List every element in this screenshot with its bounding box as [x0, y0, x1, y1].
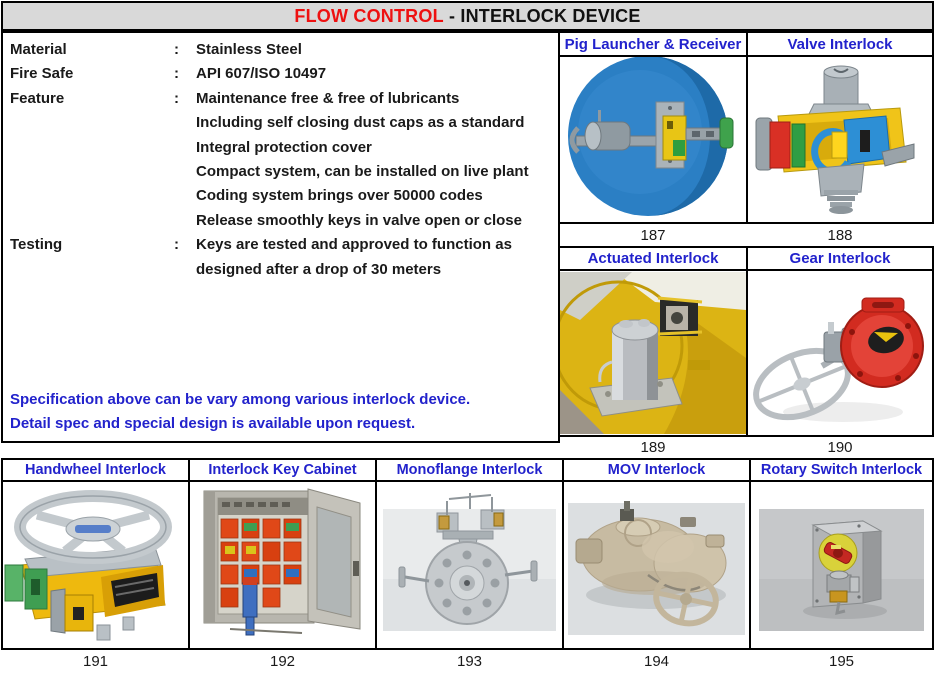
handwheel-interlock-illustration [3, 482, 188, 648]
spec-colon: : [174, 41, 179, 58]
spec-value: designed after a drop of 30 meters [196, 260, 442, 278]
product-number: 195 [828, 653, 855, 670]
product-title: Valve Interlock [746, 31, 934, 57]
spec-row-firesafe [10, 62, 552, 86]
pig-launcher-receiver-illustration [560, 57, 746, 222]
product-block-pig-launcher [558, 31, 748, 246]
spec-row-testing [10, 233, 552, 282]
actuated-interlock-photo [558, 271, 748, 437]
gear-interlock-illustration [748, 271, 932, 435]
page-title-rest: - INTERLOCK DEVICE [443, 5, 641, 26]
product-title: Handwheel Interlock [1, 458, 190, 482]
spec-value: Release smoothly keys in valve open or close [196, 211, 522, 229]
spec-note-line: Detail spec and special design is available upon request. [10, 415, 416, 432]
product-number: 189 [640, 439, 666, 456]
spec-panel [1, 31, 560, 443]
product-block-handwheel-interlock [1, 458, 190, 673]
pig-launcher-receiver-photo [558, 57, 748, 224]
product-block-key-cabinet [188, 458, 377, 673]
handwheel-interlock-photo [1, 482, 190, 650]
spec-value: Stainless Steel [196, 41, 302, 58]
spec-label: Material [10, 41, 67, 58]
product-number: 187 [640, 226, 666, 244]
spec-value: Including self closing dust caps as a standard [196, 114, 525, 132]
spec-colon: : [174, 89, 179, 107]
product-block-valve-interlock [746, 31, 934, 246]
spec-label: Testing [10, 236, 63, 254]
valve-interlock-illustration [748, 57, 932, 222]
product-title: Gear Interlock [746, 246, 934, 271]
spec-value: Integral protection cover [196, 138, 372, 156]
valve-interlock-photo [746, 57, 934, 224]
monoflange-interlock-illustration [377, 482, 562, 648]
product-block-gear-interlock [746, 246, 934, 458]
monoflange-interlock-photo [375, 482, 564, 650]
product-title: Pig Launcher & Receiver [558, 31, 748, 57]
product-block-monoflange-interlock [375, 458, 564, 673]
spec-notes [10, 388, 552, 436]
product-number: 191 [82, 653, 109, 670]
interlock-key-cabinet-photo [188, 482, 377, 650]
spec-label: Feature [10, 89, 65, 107]
product-number: 188 [827, 226, 853, 244]
product-number: 194 [643, 653, 670, 670]
spec-colon: : [174, 65, 179, 83]
product-block-rotary-switch [749, 458, 934, 673]
mov-interlock-photo [562, 482, 751, 650]
rotary-switch-interlock-photo [749, 482, 934, 650]
rotary-switch-interlock-illustration [751, 482, 932, 648]
product-number: 190 [827, 439, 853, 456]
product-number: 193 [456, 653, 483, 670]
product-block-actuated-interlock [558, 246, 748, 458]
spec-value: Coding system brings over 50000 codes [196, 187, 483, 205]
mov-interlock-illustration [564, 482, 749, 648]
gear-interlock-photo [746, 271, 934, 437]
spec-value: Maintenance free & free of lubricants [196, 89, 460, 107]
page-title-brand: FLOW CONTROL [294, 5, 444, 26]
spec-colon: : [174, 236, 179, 254]
product-title: Monoflange Interlock [375, 458, 564, 482]
spec-note-line: Specification above can be vary among various interlock device. [10, 391, 471, 408]
spec-value: Keys are tested and approved to function as [196, 236, 512, 254]
product-title: Interlock Key Cabinet [188, 458, 377, 482]
product-number: 192 [269, 653, 296, 670]
page-header [1, 1, 934, 31]
interlock-key-cabinet-illustration [190, 482, 375, 648]
product-title: MOV Interlock [562, 458, 751, 482]
spec-value: Compact system, can be installed on live plant [196, 163, 529, 181]
product-title: Rotary Switch Interlock [749, 458, 934, 482]
spec-row-material [10, 38, 552, 62]
product-block-mov-interlock [562, 458, 751, 673]
product-title: Actuated Interlock [558, 246, 748, 271]
spec-row-feature [10, 87, 552, 233]
spec-value: API 607/ISO 10497 [196, 65, 327, 83]
actuated-interlock-illustration [560, 271, 746, 435]
spec-label: Fire Safe [10, 65, 74, 83]
